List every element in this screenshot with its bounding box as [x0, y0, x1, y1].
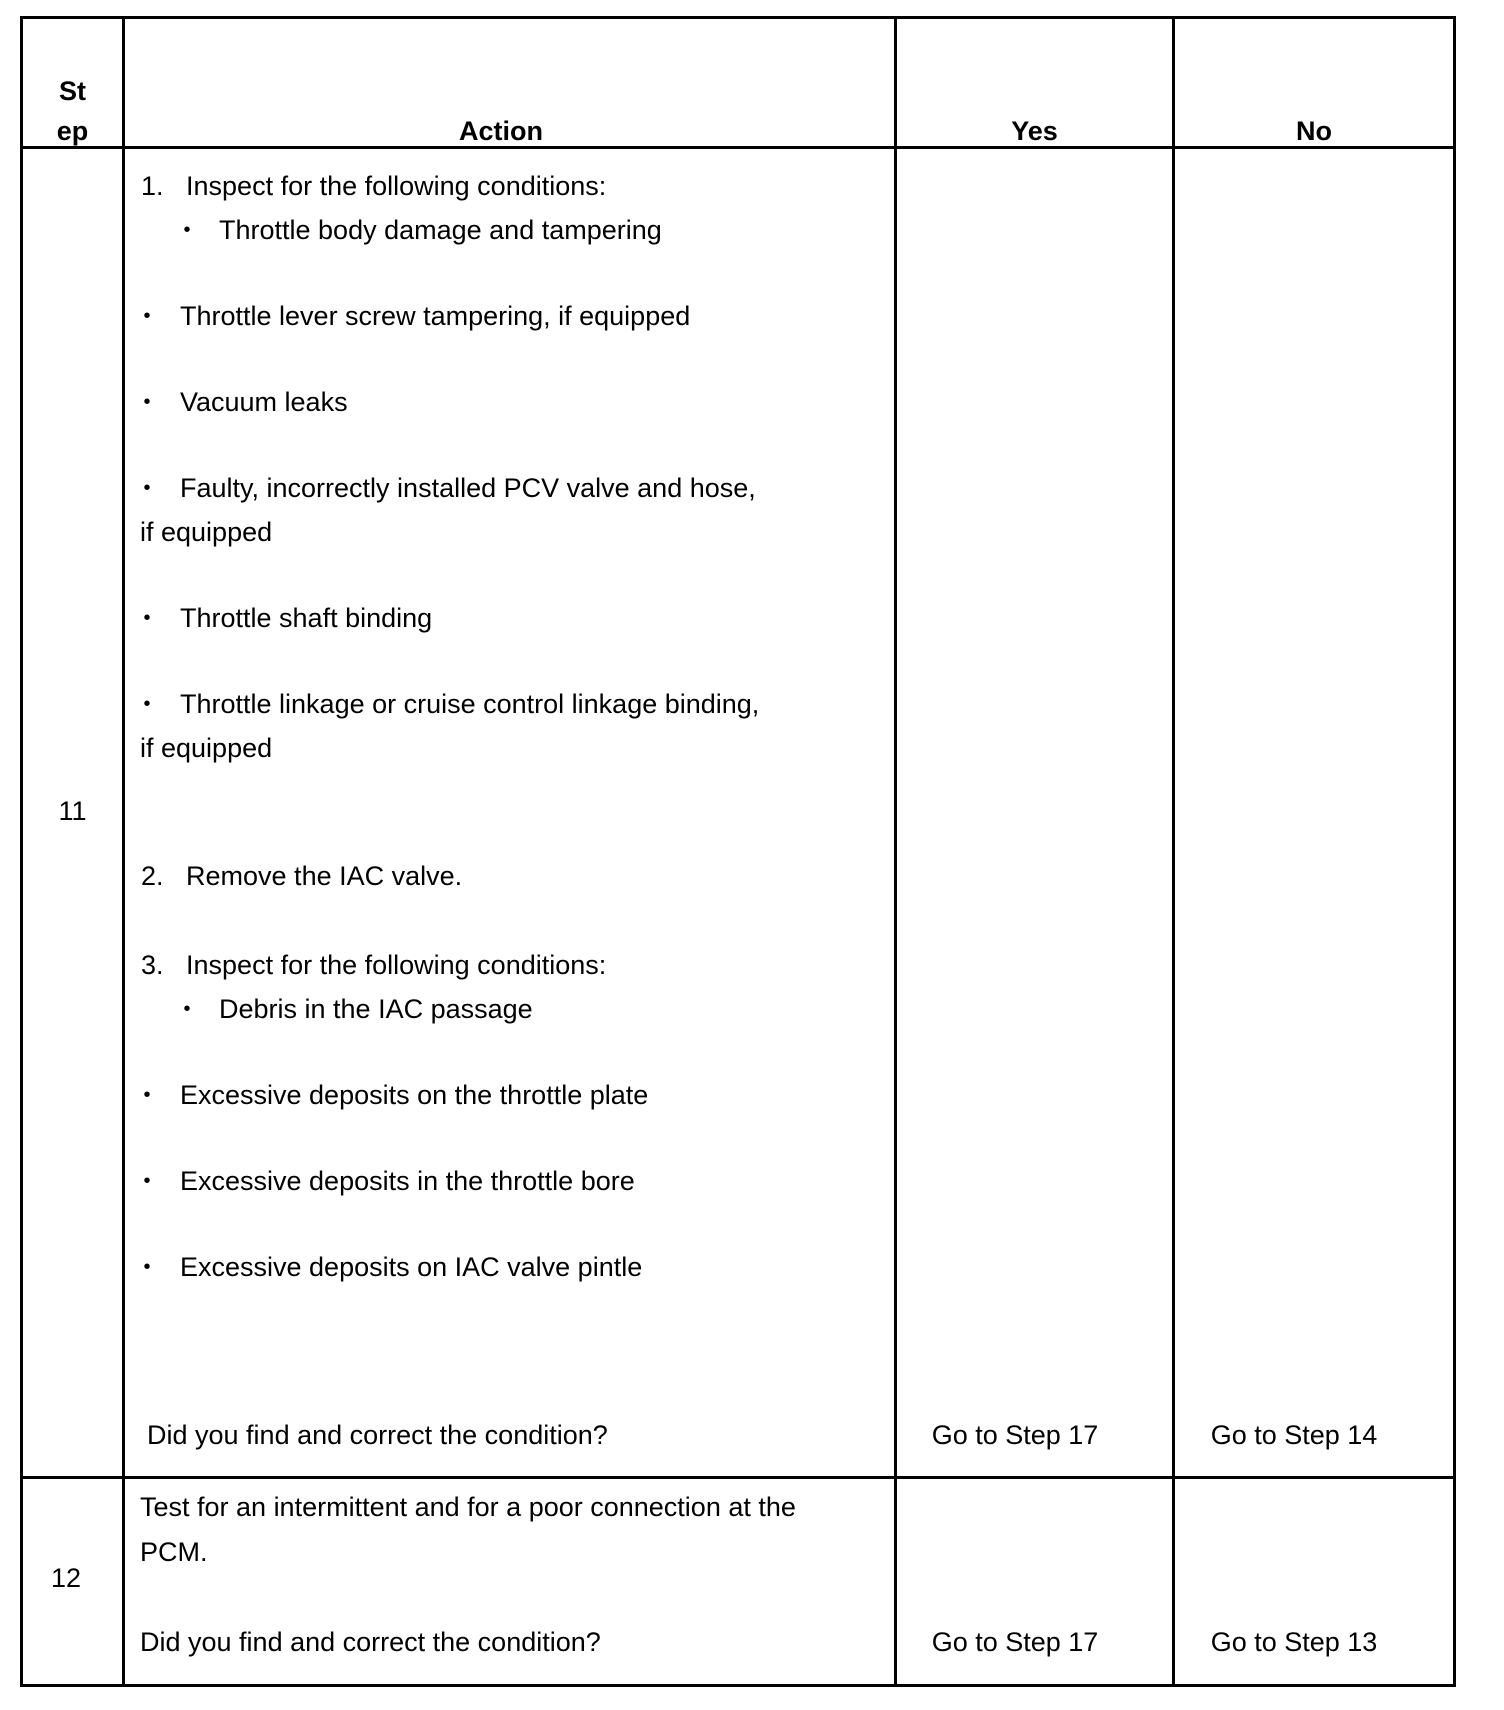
action-item-3: 3. Inspect for the following conditions:	[141, 950, 607, 980]
action-bullet-8: Excessive deposits on IAC valve pintle	[180, 1252, 643, 1282]
action-question: Did you find and correct the condition?	[140, 1627, 601, 1657]
action-bullet-3-line-2: if equipped	[140, 517, 273, 547]
no-result-12: Go to Step 13	[1210, 1627, 1378, 1657]
bullet-glyph: •	[143, 1084, 151, 1106]
table-border-top	[20, 16, 1456, 19]
bullet-glyph: •	[183, 998, 191, 1020]
action-line-1: Test for an intermittent and for a poor connection at the	[140, 1492, 796, 1522]
action-bullet-1: Throttle lever screw tampering, if equipped	[180, 301, 691, 331]
header-yes: Yes	[1011, 116, 1058, 146]
no-result-11: Go to Step 14	[1210, 1420, 1378, 1450]
bullet-glyph: •	[143, 391, 151, 413]
action-bullet-7: Excessive deposits in the throttle bore	[180, 1166, 635, 1196]
header-step-line2: ep	[56, 116, 89, 146]
bullet-glyph: •	[183, 219, 191, 241]
bullet-glyph: •	[143, 305, 151, 327]
bullet-glyph: •	[143, 477, 151, 499]
action-bullet-5-line-2: if equipped	[140, 733, 273, 763]
action-bullet-3-line-1: Faulty, incorrectly installed PCV valve and hose,	[180, 473, 756, 503]
bullet-glyph: •	[143, 607, 151, 629]
column-divider-step-action	[122, 16, 125, 1687]
action-line-2: PCM.	[140, 1537, 208, 1567]
action-bullet-6: Excessive deposits on the throttle plate	[180, 1080, 649, 1110]
header-action: Action	[459, 116, 543, 146]
action-item-1-sub-1: Throttle body damage and tampering	[219, 215, 662, 245]
bullet-glyph: •	[143, 693, 151, 715]
table-border-right	[1453, 16, 1456, 1687]
action-item-2: 2. Remove the IAC valve.	[141, 861, 463, 891]
action-bullet-5-line-1: Throttle linkage or cruise control linkage binding,	[180, 689, 760, 719]
header-no: No	[1296, 116, 1332, 146]
bullet-glyph: •	[143, 1256, 151, 1278]
step-number-12: 12	[50, 1563, 82, 1593]
action-item-1: 1. Inspect for the following conditions:	[141, 171, 607, 201]
row-divider	[20, 1476, 1456, 1479]
action-bullet-2: Vacuum leaks	[180, 387, 348, 417]
table-border-left	[20, 16, 23, 1687]
action-item-3-sub-1: Debris in the IAC passage	[219, 994, 533, 1024]
bullet-glyph: •	[143, 1170, 151, 1192]
step-number-11: 11	[58, 796, 87, 826]
table-border-bottom	[20, 1684, 1456, 1687]
yes-result-11: Go to Step 17	[931, 1420, 1099, 1450]
action-question: Did you find and correct the condition?	[147, 1420, 608, 1450]
header-step-line1: St	[59, 76, 86, 106]
action-bullet-4: Throttle shaft binding	[180, 603, 433, 633]
yes-result-12: Go to Step 17	[931, 1627, 1099, 1657]
